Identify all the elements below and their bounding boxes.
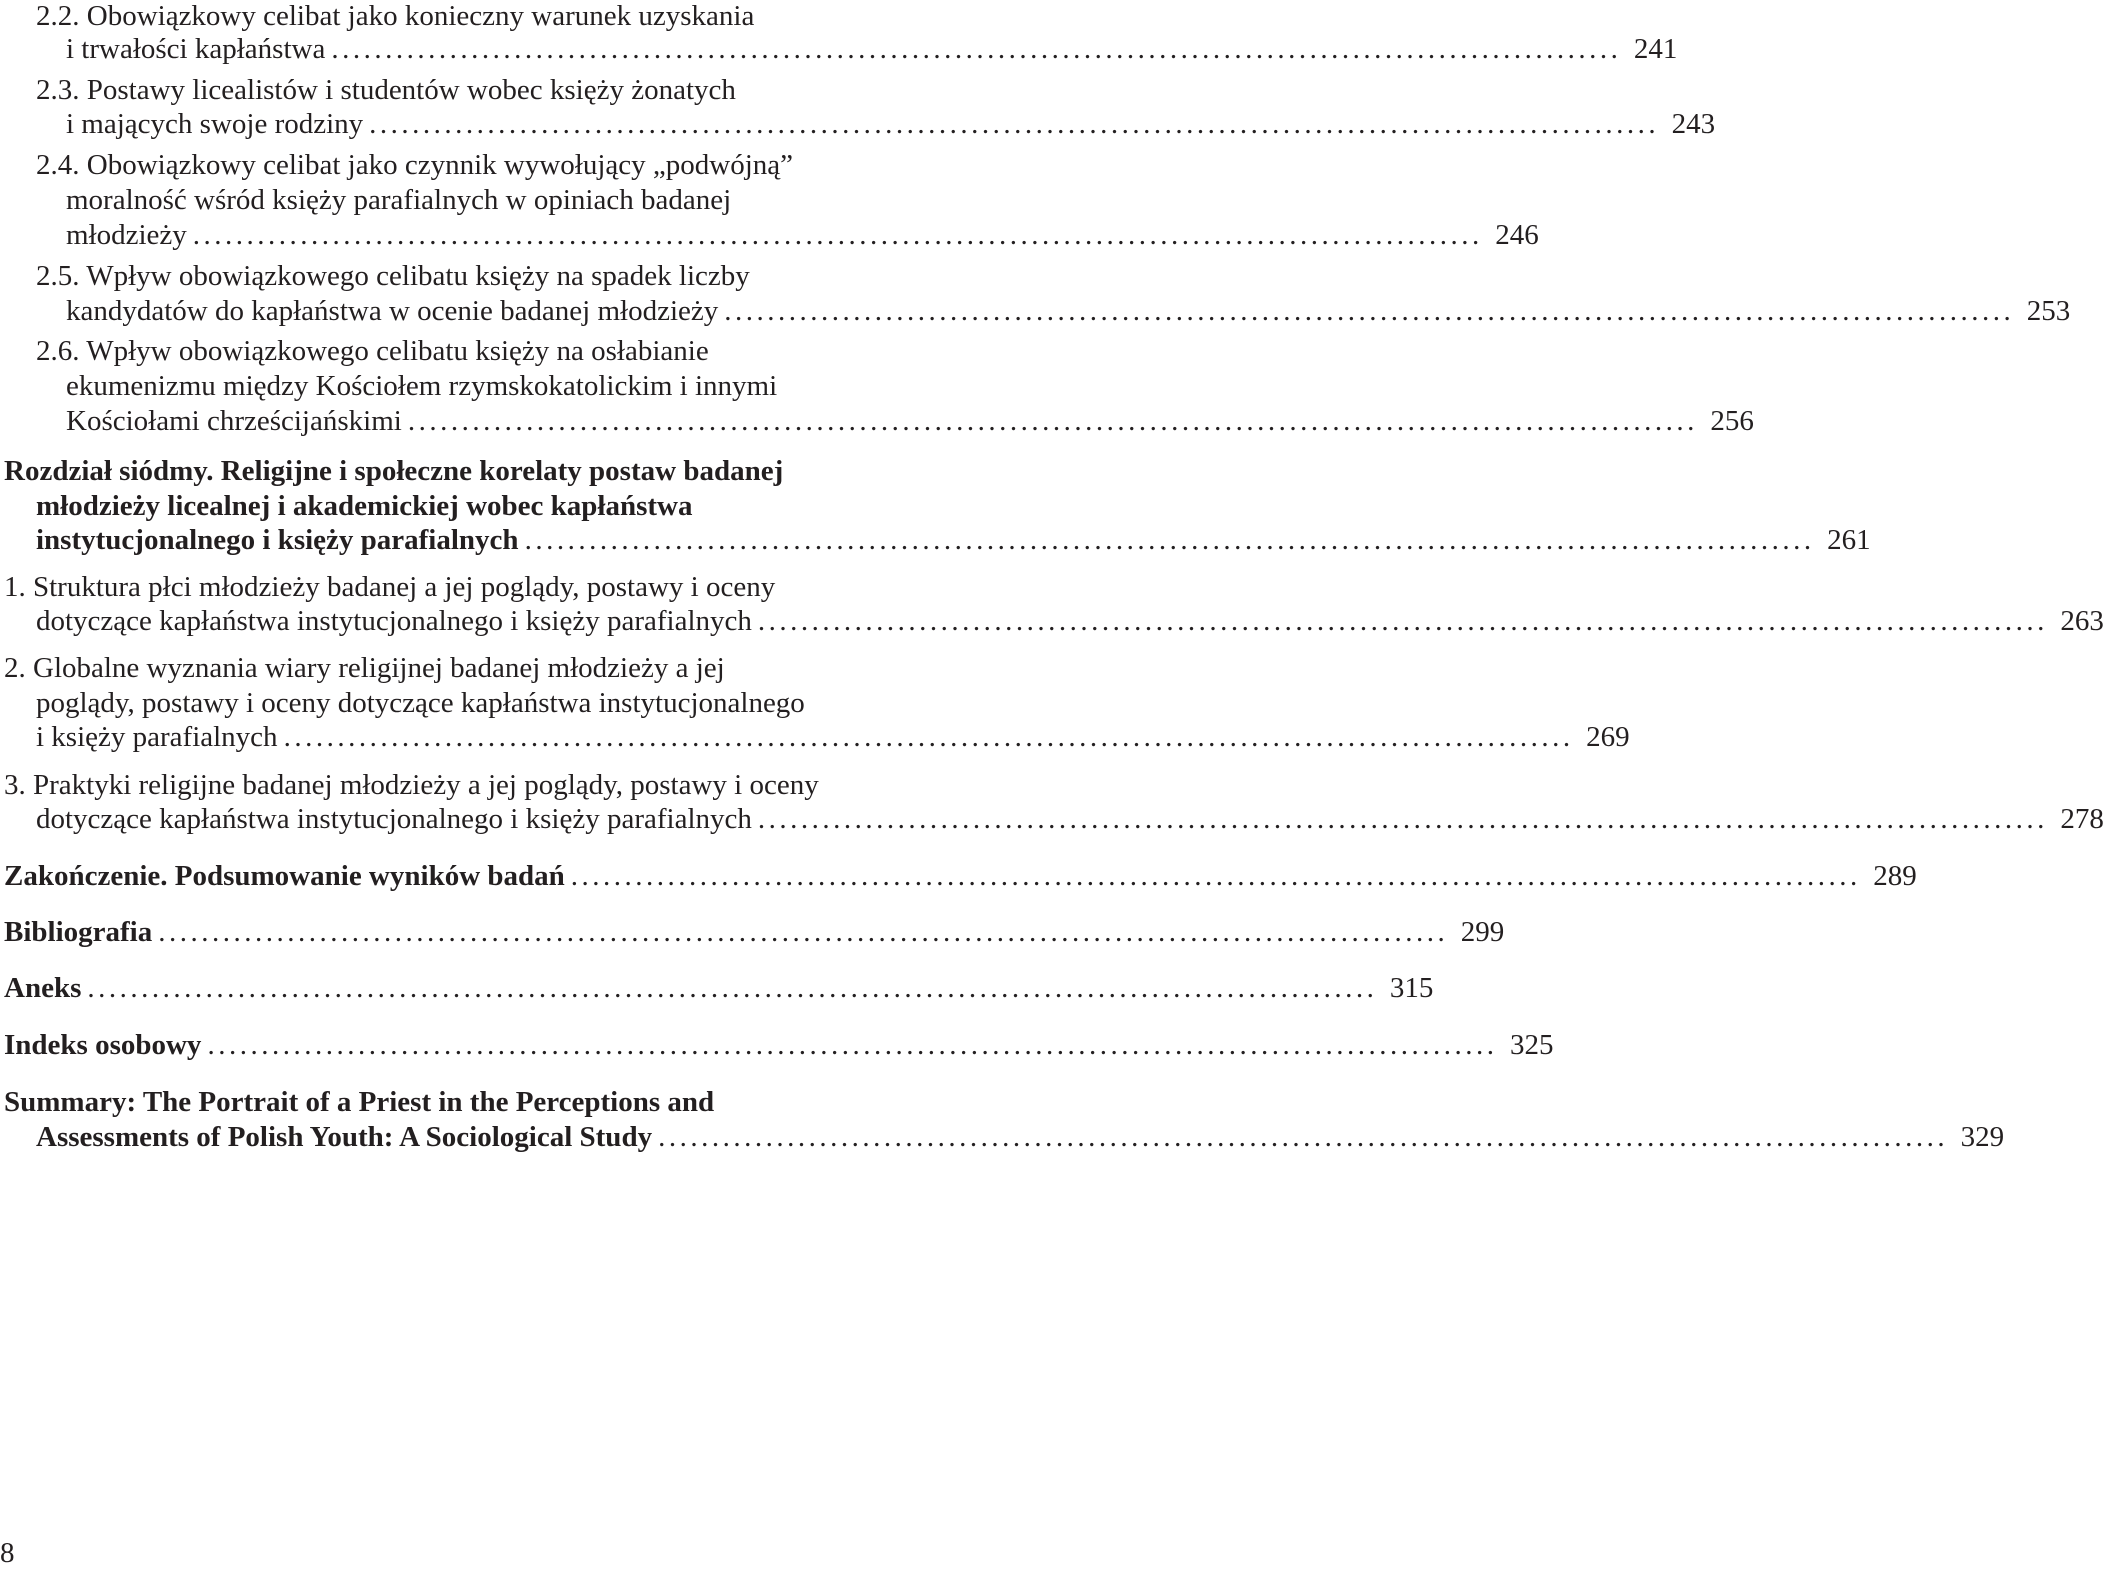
- dot-leader: ........................................................................................................................: [658, 1121, 1949, 1153]
- toc-entry-line: moralność wśród księży parafialnych w opiniach badanej: [66, 184, 732, 216]
- toc-entry-line: 3. Praktyki religijne badanej młodzieży a jej poglądy, postawy i oceny: [4, 769, 819, 801]
- dot-leader: ........................................................................................................................: [757, 803, 2048, 835]
- dot-leader: ........................................................................................................................: [724, 295, 2015, 327]
- toc-entry-last-line: [36, 523, 1871, 557]
- toc-entry-line: 2.4. Obowiązkowy celibat jako czynnik wywołujący „podwójną”: [36, 149, 794, 181]
- toc-entry-text: kandydatów do kapłaństwa w ocenie badanej młodzieży: [66, 295, 719, 327]
- toc-entry-text: i trwałości kapłaństwa: [66, 33, 326, 65]
- toc-entry-last-line: [36, 720, 1630, 754]
- toc-entry-last-line: [36, 802, 2104, 836]
- toc-entry-line: Rozdział siódmy. Religijne i społeczne korelaty postaw badanej: [4, 455, 784, 487]
- toc-page-number: 246: [1495, 219, 1539, 251]
- dot-leader: ........................................................................................................................: [757, 605, 2048, 637]
- toc-entry-last-line: [66, 404, 1754, 438]
- toc-entry-text: Assessments of Polish Youth: A Sociological Study: [36, 1121, 653, 1153]
- toc-entry-text: Zakończenie. Podsumowanie wyników badań: [4, 860, 565, 892]
- toc-page-number: 253: [2026, 295, 2071, 327]
- toc-page-number: 278: [2060, 803, 2104, 835]
- toc-entry-last-line: [66, 218, 1539, 252]
- dot-leader: ........................................................................................................................: [87, 972, 1378, 1004]
- toc-entry-text: dotyczące kapłaństwa instytucjonalnego i księży parafialnych: [36, 605, 752, 637]
- toc-entry-line: 2.5. Wpływ obowiązkowego celibatu księży na spadek liczby: [36, 260, 750, 292]
- toc-entry-line: 1. Struktura płci młodzieży badanej a jej poglądy, postawy i oceny: [4, 571, 776, 603]
- footer-page-number: 8: [0, 1537, 15, 1569]
- toc-entry-text: młodzieży: [66, 219, 187, 251]
- toc-entry-last-line: [4, 1028, 1554, 1062]
- toc-entry-text: Kościołami chrześcijańskimi: [66, 405, 402, 437]
- toc-entry-text: dotyczące kapłaństwa instytucjonalnego i księży parafialnych: [36, 803, 752, 835]
- dot-leader: ........................................................................................................................: [524, 524, 1815, 556]
- toc-page-number: 263: [2060, 605, 2104, 637]
- toc-entry-text: i księży parafialnych: [36, 721, 278, 753]
- toc-entry-line: 2.2. Obowiązkowy celibat jako konieczny warunek uzyskania: [36, 0, 755, 32]
- toc-entry-last-line: [66, 32, 1678, 66]
- dot-leader: ........................................................................................................................: [407, 405, 1698, 437]
- toc-page-number: 289: [1873, 860, 1917, 892]
- toc-page-number: 329: [1960, 1121, 2005, 1153]
- toc-entry-text: i mających swoje rodziny: [66, 108, 364, 140]
- dot-leader: ........................................................................................................................: [331, 33, 1622, 65]
- dot-leader: ........................................................................................................................: [207, 1029, 1498, 1061]
- toc-entry-last-line: [4, 859, 1917, 893]
- toc-page-number: 325: [1509, 1029, 1554, 1061]
- toc-entry-last-line: [4, 915, 1505, 949]
- toc-entry-line: Summary: The Portrait of a Priest in the Perceptions and: [4, 1086, 715, 1118]
- dot-leader: ........................................................................................................................: [283, 721, 1574, 753]
- toc-entry-line: 2.6. Wpływ obowiązkowego celibatu księży na osłabianie: [36, 335, 709, 367]
- toc-page-number: 261: [1827, 524, 1871, 556]
- toc-entry-line: 2. Globalne wyznania wiary religijnej badanej młodzieży a jej: [4, 652, 725, 684]
- toc-entry-line: poglądy, postawy i oceny dotyczące kapłaństwa instytucjonalnego: [36, 687, 805, 719]
- toc-entry-last-line: [66, 107, 1716, 141]
- toc-entry-text: Aneks: [4, 972, 82, 1004]
- toc-entry-line: 2.3. Postawy licealistów i studentów wobec księży żonatych: [36, 74, 736, 106]
- toc-entry-text: instytucjonalnego i księży parafialnych: [36, 524, 519, 556]
- toc-entry-last-line: [36, 1120, 2005, 1154]
- toc-entry-text: Bibliografia: [4, 916, 153, 948]
- toc-entry-last-line: [36, 604, 2104, 638]
- toc-page-number: 299: [1460, 916, 1505, 948]
- toc-page-number: 315: [1389, 972, 1434, 1004]
- dot-leader: ........................................................................................................................: [369, 108, 1660, 140]
- dot-leader: ........................................................................................................................: [192, 219, 1483, 251]
- dot-leader: ........................................................................................................................: [158, 916, 1449, 948]
- toc-entry-line: młodzieży licealnej i akademickiej wobec kapłaństwa: [36, 490, 693, 522]
- toc-entry-line: ekumenizmu między Kościołem rzymskokatolickim i innymi: [66, 370, 778, 402]
- toc-entry-last-line: [66, 294, 2071, 328]
- dot-leader: ........................................................................................................................: [570, 860, 1861, 892]
- toc-page-number: 241: [1633, 33, 1678, 65]
- toc-page-number: 243: [1671, 108, 1716, 140]
- toc-entry-text: Indeks osobowy: [4, 1029, 202, 1061]
- toc-entry-last-line: [4, 971, 1434, 1005]
- toc-page-number: 256: [1710, 405, 1754, 437]
- toc-page-number: 269: [1586, 721, 1630, 753]
